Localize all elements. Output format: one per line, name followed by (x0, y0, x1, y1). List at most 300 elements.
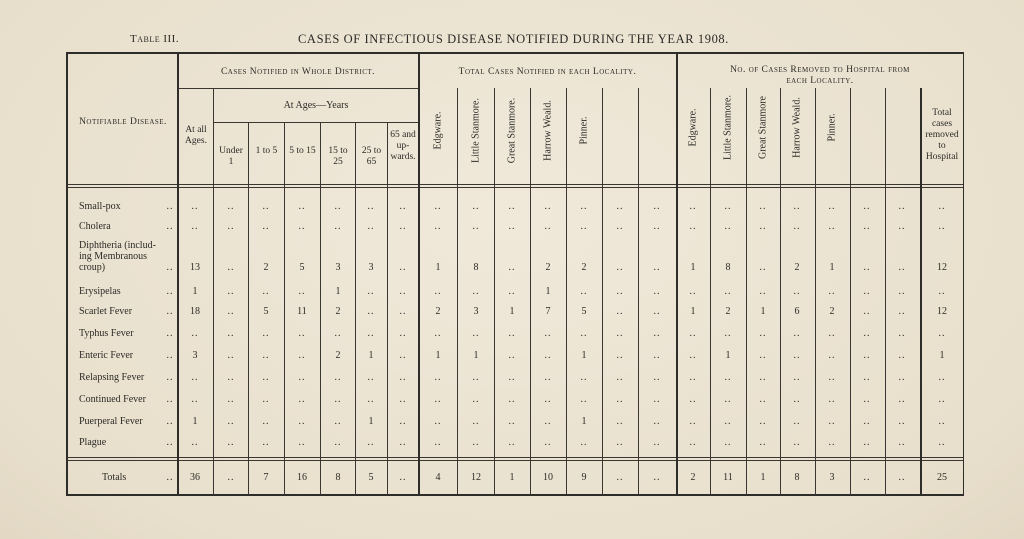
removed-locality-header: Harrow Weald. (791, 97, 803, 158)
table-cell: 3 (473, 306, 479, 317)
table-cell: .. (863, 416, 871, 427)
table-cell: 3 (335, 262, 341, 273)
table-cell: .. (828, 394, 836, 405)
table-cell: .. (863, 394, 871, 405)
table-cell: .. (191, 201, 199, 212)
table-cell: .. (298, 328, 306, 339)
totals-cell: .. (227, 472, 235, 483)
disease-label: Enteric Fever (79, 350, 134, 361)
table-cell: .. (724, 328, 732, 339)
table-cell: .. (616, 221, 624, 232)
table-cell: .. (227, 372, 235, 383)
totals-cell: 12 (471, 472, 481, 483)
table-cell: .. (938, 437, 946, 448)
table-cell: .. (508, 372, 516, 383)
table-cell: .. (298, 201, 306, 212)
leader-dots: .. (166, 372, 174, 383)
table-cell: .. (508, 221, 516, 232)
table-cell: 12 (937, 306, 947, 317)
table-cell: .. (938, 394, 946, 405)
table-label: Table III. (130, 33, 180, 45)
table-cell: .. (616, 306, 624, 317)
table-cell: 3 (192, 350, 198, 361)
table-cell: 5 (299, 262, 305, 273)
totals-cell: 8 (794, 472, 800, 483)
table-cell: .. (544, 328, 552, 339)
table-cell: .. (793, 221, 801, 232)
table-cell: 1 (335, 286, 341, 297)
table-cell: 1 (690, 306, 696, 317)
col-rule (457, 88, 458, 495)
table-cell: 1 (435, 350, 441, 361)
table-cell: 1 (368, 350, 374, 361)
table-cell: .. (828, 437, 836, 448)
table-cell: .. (759, 394, 767, 405)
table-cell: .. (262, 221, 270, 232)
table-cell: .. (334, 201, 342, 212)
table-cell: .. (472, 437, 480, 448)
table-cell: .. (580, 221, 588, 232)
table-cell: .. (298, 221, 306, 232)
disease-label: ing Membranous (79, 251, 148, 262)
leader-dots: .. (166, 472, 174, 483)
table-cell: .. (262, 328, 270, 339)
table-cell: .. (724, 221, 732, 232)
disease-label: Relapsing Fever (79, 372, 145, 383)
table-cell: .. (508, 286, 516, 297)
total-removed-header-2: cases (931, 119, 953, 129)
table-cell: .. (898, 262, 906, 273)
table-cell: .. (828, 372, 836, 383)
table-cell: .. (653, 201, 661, 212)
table-cell: .. (863, 372, 871, 383)
table-cell: .. (759, 437, 767, 448)
leader-dots: .. (166, 416, 174, 427)
table-cell: .. (863, 437, 871, 448)
totals-cell: .. (898, 472, 906, 483)
leader-dots: .. (166, 328, 174, 339)
table-cell: .. (508, 328, 516, 339)
table-cell: .. (828, 221, 836, 232)
table-cell: .. (938, 221, 946, 232)
table-cell: .. (863, 350, 871, 361)
table-cell: .. (227, 262, 235, 273)
disease-label: Cholera (79, 221, 111, 232)
table-cell: .. (898, 372, 906, 383)
table-cell: .. (828, 286, 836, 297)
table-cell: .. (616, 437, 624, 448)
leader-dots: .. (166, 262, 174, 273)
table-cell: .. (227, 286, 235, 297)
removed-locality-header: Little Stanmore. (722, 95, 734, 160)
table-cell: .. (334, 328, 342, 339)
totals-cell: 2 (690, 472, 696, 483)
locality-header: Little Stanmore. (470, 98, 482, 163)
leader-dots: .. (166, 286, 174, 297)
locality-header: Great Stanmore. (506, 97, 518, 164)
table-cell: .. (653, 372, 661, 383)
disease-label: Small-pox (79, 201, 121, 212)
table-cell: .. (367, 437, 375, 448)
table-cell: .. (863, 306, 871, 317)
table-cell: .. (793, 394, 801, 405)
table-cell: .. (508, 350, 516, 361)
totals-cell: 9 (581, 472, 587, 483)
table-cell: .. (544, 201, 552, 212)
table-cell: .. (759, 201, 767, 212)
table-cell: .. (863, 328, 871, 339)
ages-years-header: At Ages—Years (283, 100, 349, 111)
section-rule (676, 53, 678, 495)
table-cell: .. (580, 286, 588, 297)
table-cell: .. (262, 350, 270, 361)
table-cell: .. (898, 416, 906, 427)
table-cell: .. (616, 416, 624, 427)
table-cell: .. (724, 372, 732, 383)
table-cell: .. (399, 437, 407, 448)
totals-cell: 10 (543, 472, 553, 483)
table-cell: .. (653, 286, 661, 297)
table-cell: .. (689, 394, 697, 405)
table-cell: 5 (263, 306, 269, 317)
totals-cell: .. (863, 472, 871, 483)
totals-cell: 25 (937, 472, 947, 483)
totals-cell: .. (616, 472, 624, 483)
table-cell: .. (898, 221, 906, 232)
age-group-header: 65 and (390, 130, 416, 140)
table-cell: .. (580, 328, 588, 339)
table-cell: .. (793, 372, 801, 383)
table-cell: .. (399, 416, 407, 427)
table-cell: 1 (829, 262, 835, 273)
age-group-header: wards. (390, 152, 416, 162)
table-cell: .. (227, 201, 235, 212)
table-cell: 1 (192, 286, 198, 297)
disease-label: Continued Fever (79, 394, 146, 405)
table-cell: .. (298, 286, 306, 297)
table-cell: .. (434, 221, 442, 232)
table-cell: .. (759, 416, 767, 427)
table-cell: .. (262, 201, 270, 212)
table-cell: 2 (263, 262, 269, 273)
table-cell: .. (399, 350, 407, 361)
leader-dots: .. (166, 350, 174, 361)
table-cell: 11 (297, 306, 307, 317)
table-cell: .. (508, 262, 516, 273)
table-cell: .. (544, 221, 552, 232)
table-cell: .. (759, 372, 767, 383)
table-cell: .. (793, 350, 801, 361)
age-group-header: 15 to (328, 146, 348, 156)
total-removed-header-5: Hospital (925, 152, 959, 162)
table-cell: 1 (192, 416, 198, 427)
table-cell: .. (898, 328, 906, 339)
disease-header: Notifiable Disease. (79, 117, 167, 127)
table-cell: .. (399, 201, 407, 212)
table-cell: .. (759, 286, 767, 297)
disease-label: Erysipelas (79, 286, 121, 297)
table-cell: 7 (545, 306, 551, 317)
table-cell: .. (544, 437, 552, 448)
table-cell: .. (227, 306, 235, 317)
table-cell: .. (298, 437, 306, 448)
table-cell: .. (191, 221, 199, 232)
col-rule (638, 88, 639, 495)
disease-label: Scarlet Fever (79, 306, 133, 317)
table-cell: .. (191, 372, 199, 383)
table-cell: .. (616, 328, 624, 339)
table-cell: .. (580, 372, 588, 383)
table-cell: .. (472, 416, 480, 427)
table-cell: .. (227, 394, 235, 405)
table-cell: 1 (435, 262, 441, 273)
table-cell: .. (724, 394, 732, 405)
table-cell: .. (508, 437, 516, 448)
table-cell: .. (367, 221, 375, 232)
table-cell: .. (616, 350, 624, 361)
all-ages-header-1: At all (185, 125, 207, 135)
table-cell: .. (689, 286, 697, 297)
totals-cell: 1 (760, 472, 766, 483)
table-cell: .. (434, 372, 442, 383)
table-cell: .. (828, 416, 836, 427)
table-cell: .. (434, 437, 442, 448)
removed-header-line-1: No. of Cases Removed to Hospital from (730, 65, 910, 75)
leader-dots: .. (166, 394, 174, 405)
table-cell: .. (759, 328, 767, 339)
table-cell: .. (828, 350, 836, 361)
table-cell: .. (580, 394, 588, 405)
disease-label: croup) (79, 262, 106, 273)
table-cell: .. (399, 372, 407, 383)
table-cell: 2 (725, 306, 731, 317)
table-cell: 8 (725, 262, 731, 273)
totals-cell: 1 (509, 472, 515, 483)
table-cell: .. (759, 350, 767, 361)
totals-cell: 8 (335, 472, 341, 483)
header-bottom-rule (67, 184, 963, 188)
table-cell: .. (544, 416, 552, 427)
table-cell: .. (863, 201, 871, 212)
table-cell: .. (898, 437, 906, 448)
table-cell: .. (938, 416, 946, 427)
totals-cell: 16 (297, 472, 307, 483)
table-cell: .. (367, 306, 375, 317)
table-cell: .. (434, 286, 442, 297)
table-cell: .. (262, 372, 270, 383)
table-cell: .. (472, 394, 480, 405)
totals-label: Totals (102, 472, 127, 483)
table-cell: .. (334, 416, 342, 427)
age-group-header: 65 (366, 157, 377, 167)
table-cell: 2 (435, 306, 441, 317)
table-cell: 2 (829, 306, 835, 317)
table-cell: .. (898, 394, 906, 405)
section-rule (418, 53, 420, 495)
table-cell: .. (472, 201, 480, 212)
removed-locality-header: Pinner. (826, 113, 838, 142)
table-cell: .. (653, 221, 661, 232)
table-cell: .. (262, 437, 270, 448)
table-cell: .. (828, 328, 836, 339)
table-cell: .. (938, 286, 946, 297)
locality-header: Edgware. (432, 111, 444, 150)
age-group-header: 5 to 15 (289, 146, 316, 156)
table-cell: .. (689, 372, 697, 383)
table-cell: .. (759, 221, 767, 232)
table-cell: 1 (939, 350, 945, 361)
table-cell: .. (262, 416, 270, 427)
table-cell: .. (938, 372, 946, 383)
table-cell: .. (653, 262, 661, 273)
table-cell: .. (793, 201, 801, 212)
removed-locality-header: Great Stanmore (757, 95, 769, 160)
table-cell: .. (828, 201, 836, 212)
table-cell: .. (689, 350, 697, 361)
table-cell: 2 (335, 306, 341, 317)
table-cell: 12 (937, 262, 947, 273)
table-cell: .. (472, 372, 480, 383)
table-cell: 1 (473, 350, 479, 361)
table-cell: .. (399, 306, 407, 317)
table-cell: 5 (581, 306, 587, 317)
table-cell: .. (689, 221, 697, 232)
table-cell: .. (298, 416, 306, 427)
leader-dots: .. (166, 221, 174, 232)
table-cell: .. (793, 437, 801, 448)
table-cell: .. (367, 394, 375, 405)
age-group-header: up- (396, 141, 410, 151)
table-cell: .. (227, 416, 235, 427)
table-cell: .. (262, 394, 270, 405)
disease-col-rule (177, 53, 179, 495)
leader-dots: .. (166, 437, 174, 448)
table-cell: .. (863, 262, 871, 273)
table-cell: 13 (190, 262, 200, 273)
table-cell: .. (616, 262, 624, 273)
table-cell: .. (472, 328, 480, 339)
disease-label: Typhus Fever (79, 328, 134, 339)
table-cell: .. (616, 372, 624, 383)
table-cell: .. (689, 328, 697, 339)
table-cell: .. (689, 416, 697, 427)
table-cell: 1 (581, 416, 587, 427)
table-cell: .. (938, 328, 946, 339)
table-cell: .. (191, 328, 199, 339)
table-cell: .. (616, 201, 624, 212)
table-cell: 3 (368, 262, 374, 273)
table-cell: .. (616, 286, 624, 297)
table-cell: .. (334, 437, 342, 448)
locality-header: Harrow Weald. (542, 100, 554, 161)
table-cell: .. (616, 394, 624, 405)
total-removed-header-1: Total (932, 108, 952, 118)
table-cell: .. (508, 201, 516, 212)
totals-cell: 5 (368, 472, 374, 483)
table-cell: .. (793, 416, 801, 427)
table-cell: .. (759, 262, 767, 273)
table-cell: .. (724, 201, 732, 212)
table-cell: .. (653, 306, 661, 317)
totals-cell: 11 (723, 472, 733, 483)
table-cell: .. (508, 416, 516, 427)
totals-cell: 7 (263, 472, 269, 483)
table-cell: .. (898, 306, 906, 317)
table-cell: .. (262, 286, 270, 297)
table-cell: .. (399, 221, 407, 232)
table-cell: .. (863, 221, 871, 232)
table-cell: 2 (545, 262, 551, 273)
table-cell: .. (724, 437, 732, 448)
table-cell: .. (544, 350, 552, 361)
table-cell: 1 (509, 306, 515, 317)
all-ages-header-2: Ages. (185, 136, 207, 146)
table-cell: .. (724, 286, 732, 297)
totals-cell: .. (399, 472, 407, 483)
totals-cell: 3 (829, 472, 835, 483)
table-cell: .. (689, 201, 697, 212)
locality-header: Pinner. (578, 116, 590, 145)
table-cell: .. (227, 221, 235, 232)
table-cell: .. (399, 286, 407, 297)
disease-label: Diphtheria (includ- (79, 240, 156, 251)
table-cell: .. (472, 221, 480, 232)
disease-label: Puerperal Fever (79, 416, 143, 427)
age-header-rule (178, 88, 418, 89)
table-cell: 1 (545, 286, 551, 297)
total-removed-header-3: removed (925, 130, 959, 140)
table-cell: 18 (190, 306, 200, 317)
table-cell: .. (793, 286, 801, 297)
age-group-header: 25 to (361, 146, 382, 156)
removed-locality-header: Edgware. (687, 108, 699, 147)
table-cell: .. (367, 201, 375, 212)
table-cell: .. (227, 350, 235, 361)
table-cell: .. (938, 201, 946, 212)
totals-cell: 4 (435, 472, 441, 483)
table-cell: .. (653, 394, 661, 405)
table-cell: .. (334, 221, 342, 232)
table-cell: .. (367, 328, 375, 339)
disease-label: Plague (79, 437, 107, 448)
table-cell: .. (863, 286, 871, 297)
total-removed-header-4: to (938, 141, 946, 151)
table-cell: .. (434, 394, 442, 405)
table-cell: .. (544, 372, 552, 383)
table-cell: .. (580, 437, 588, 448)
table-cell: .. (399, 394, 407, 405)
table-cell: .. (367, 286, 375, 297)
totals-top-rule (67, 457, 963, 461)
table-cell: 2 (335, 350, 341, 361)
whole-district-header: Cases Notified in Whole District. (220, 67, 376, 77)
table-cell: 2 (581, 262, 587, 273)
table-cell: .. (298, 394, 306, 405)
leader-dots: .. (166, 201, 174, 212)
table-cell: .. (227, 328, 235, 339)
table-cell: .. (653, 416, 661, 427)
table-cell: .. (334, 372, 342, 383)
table-cell: .. (898, 286, 906, 297)
table-cell: 1 (581, 350, 587, 361)
table-cell: .. (793, 328, 801, 339)
table-cell: .. (334, 394, 342, 405)
table-cell: .. (367, 372, 375, 383)
table-cell: 1 (368, 416, 374, 427)
table-cell: .. (653, 350, 661, 361)
table-cell: 1 (760, 306, 766, 317)
table-cell: .. (298, 372, 306, 383)
